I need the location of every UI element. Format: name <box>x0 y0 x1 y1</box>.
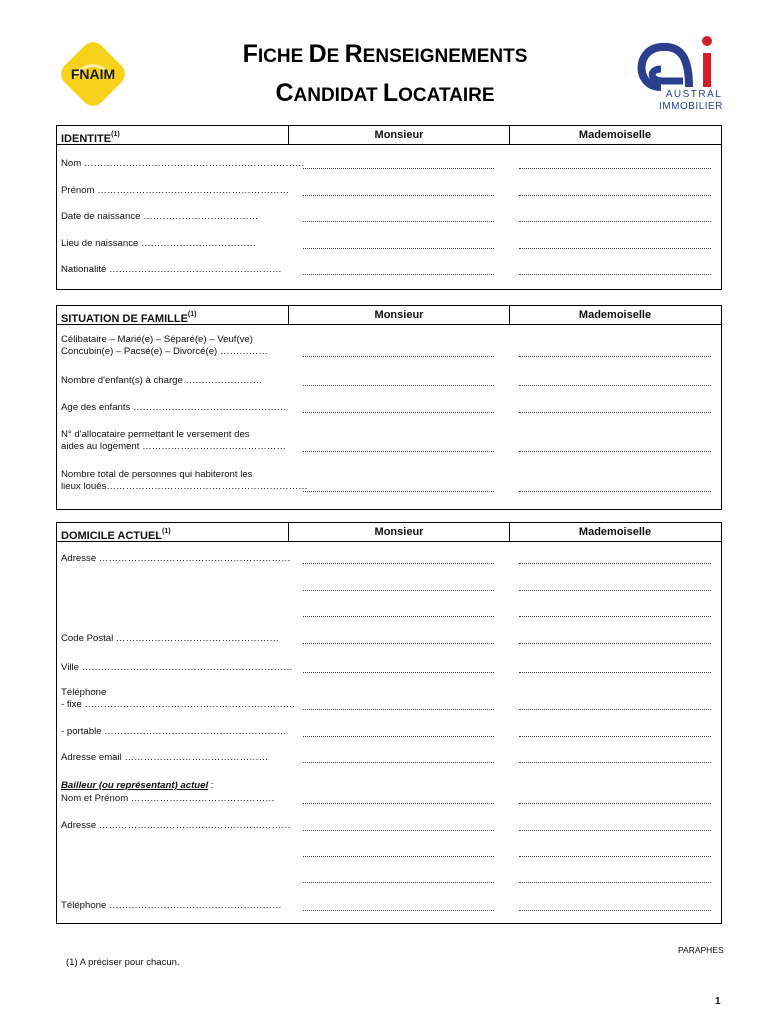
enfants-charge-mademoiselle-field[interactable] <box>519 385 711 386</box>
portable-monsieur-field[interactable] <box>303 736 494 737</box>
situation-header: SITUATION DE FAMILLE$^{(1)}$ Monsieur Mademoiselle <box>57 306 721 325</box>
label-age-enfants: Age des enfants ………………………………………… <box>61 402 287 413</box>
allocataire-monsieur-field[interactable] <box>303 451 494 452</box>
label-adresse-bailleur: Adresse …………………………………………………… <box>61 820 291 831</box>
domicile-col-mademoiselle: Mademoiselle <box>578 526 652 538</box>
identite-heading: IDENTITE <box>61 133 112 145</box>
identite-col-mademoiselle: Mademoiselle <box>578 129 652 141</box>
svg-text:AUSTRAL: AUSTRAL <box>665 89 723 100</box>
label-personnes-1: Nombre total de personnes qui habiteront les <box>61 469 253 480</box>
adresse-3-mademoiselle-field[interactable] <box>519 616 711 617</box>
adresse-1-monsieur-field[interactable] <box>303 563 494 564</box>
label-enfants-charge: Nombre d'enfant(s) à charge …………………… <box>61 375 263 386</box>
bailleur-telephone-mademoiselle-field[interactable] <box>519 910 711 911</box>
age-enfants-monsieur-field[interactable] <box>303 412 494 413</box>
label-adresse: Adresse …………………………………………………… <box>61 553 291 564</box>
page-number: 1 <box>715 996 721 1007</box>
bailleur-nom-mademoiselle-field[interactable] <box>519 803 711 804</box>
personnes-monsieur-field[interactable] <box>303 491 494 492</box>
code-postal-mademoiselle-field[interactable] <box>519 643 711 644</box>
label-prenom: Prénom …………………………………………………… <box>61 185 290 196</box>
label-allocataire-2: aides au logement ……………………………………… <box>61 441 286 452</box>
enfants-charge-monsieur-field[interactable] <box>303 385 494 386</box>
identite-section <box>56 125 722 290</box>
prenom-mademoiselle-field[interactable] <box>519 195 711 196</box>
bailleur-telephone-monsieur-field[interactable] <box>303 910 494 911</box>
label-portable: - portable ………………………………………………… <box>61 726 287 737</box>
bailleur-adresse-3-monsieur-field[interactable] <box>303 882 494 883</box>
personnes-mademoiselle-field[interactable] <box>519 491 711 492</box>
code-postal-monsieur-field[interactable] <box>303 643 494 644</box>
situation-col-monsieur: Monsieur <box>289 306 510 324</box>
label-etat-civil-1: Célibataire – Marié(e) – Séparé(e) – Veuf(ve) <box>61 334 253 345</box>
label-nationalite: Nationalité ……………………………………………… <box>61 264 282 275</box>
label-lieu-naissance: Lieu de naissance ……………………………… <box>61 238 257 249</box>
domicile-col-monsieur: Monsieur <box>289 523 510 541</box>
bailleur-adresse-3-mademoiselle-field[interactable] <box>519 882 711 883</box>
page-title-line-1: FICHE DE RENSEIGNEMENTS <box>242 40 528 68</box>
bailleur-adresse-1-mademoiselle-field[interactable] <box>519 830 711 831</box>
email-mademoiselle-field[interactable] <box>519 762 711 763</box>
domicile-heading: DOMICILE ACTUEL <box>61 530 163 542</box>
label-email: Adresse email ……………………………………… <box>61 752 269 763</box>
adresse-3-monsieur-field[interactable] <box>303 616 494 617</box>
situation-col-mademoiselle: Mademoiselle <box>578 309 652 321</box>
bailleur-adresse-2-monsieur-field[interactable] <box>303 856 494 857</box>
adresse-1-mademoiselle-field[interactable] <box>519 563 711 564</box>
svg-text:IMMOBILIER: IMMOBILIER <box>659 101 723 112</box>
bailleur-nom-monsieur-field[interactable] <box>303 803 494 804</box>
label-bailleur: Bailleur (ou représentant) actuel : <box>61 780 214 791</box>
date-naissance-monsieur-field[interactable] <box>303 221 494 222</box>
label-fixe: - fixe ………………………………………………………… <box>61 699 296 710</box>
adresse-2-mademoiselle-field[interactable] <box>519 590 711 591</box>
allocataire-mademoiselle-field[interactable] <box>519 451 711 452</box>
label-allocataire-1: N° d'allocataire permettant le versement des <box>61 429 250 440</box>
prenom-monsieur-field[interactable] <box>303 195 494 196</box>
label-etat-civil-2: Concubin(e) – Pacsé(e) – Divorcé(e) …………… <box>61 346 268 357</box>
adresse-2-monsieur-field[interactable] <box>303 590 494 591</box>
fixe-mademoiselle-field[interactable] <box>519 709 711 710</box>
label-telephone-bailleur: Téléphone ……………………………………………… <box>61 900 282 911</box>
ville-monsieur-field[interactable] <box>303 672 494 673</box>
ville-mademoiselle-field[interactable] <box>519 672 711 673</box>
fixe-monsieur-field[interactable] <box>303 709 494 710</box>
label-nom-prenom: Nom et Prénom ……………………………………… <box>61 793 275 804</box>
email-monsieur-field[interactable] <box>303 762 494 763</box>
fnaim-logo-text: FNAIM <box>70 66 116 82</box>
label-personnes-2: lieux loués……………………………………………………… <box>61 481 308 492</box>
bailleur-adresse-2-mademoiselle-field[interactable] <box>519 856 711 857</box>
paraphes-label: PARAPHES <box>678 945 724 955</box>
nationalite-mademoiselle-field[interactable] <box>519 274 711 275</box>
etat-civil-mademoiselle-field[interactable] <box>519 356 711 357</box>
date-naissance-mademoiselle-field[interactable] <box>519 221 711 222</box>
situation-section <box>56 305 722 510</box>
identite-col-monsieur: Monsieur <box>289 126 510 144</box>
bailleur-adresse-1-monsieur-field[interactable] <box>303 830 494 831</box>
lieu-naissance-mademoiselle-field[interactable] <box>519 248 711 249</box>
label-telephone: Téléphone <box>61 687 107 698</box>
nom-mademoiselle-field[interactable] <box>519 168 711 169</box>
nationalite-monsieur-field[interactable] <box>303 274 494 275</box>
label-code-postal: Code Postal …………………………………………… <box>61 633 280 644</box>
situation-heading: SITUATION DE FAMILLE <box>61 313 188 325</box>
label-ville: Ville ………………………………………………………… <box>61 662 293 673</box>
portable-mademoiselle-field[interactable] <box>519 736 711 737</box>
nom-monsieur-field[interactable] <box>303 168 494 169</box>
label-nom: Nom …………………………………………………………… <box>61 158 305 169</box>
lieu-naissance-monsieur-field[interactable] <box>303 248 494 249</box>
etat-civil-monsieur-field[interactable] <box>303 356 494 357</box>
age-enfants-mademoiselle-field[interactable] <box>519 412 711 413</box>
footnote: (1) A préciser pour chacun. <box>66 957 180 968</box>
identite-header: IDENTITE$^{(1)}$ Monsieur Mademoiselle <box>57 126 721 145</box>
domicile-header: DOMICILE ACTUEL$^{(1)}$ Monsieur Mademoiselle <box>57 523 721 542</box>
domicile-section <box>56 522 722 924</box>
label-date-naissance: Date de naissance ……………………………… <box>61 211 259 222</box>
page-title-line-2: CANDIDAT LOCATAIRE <box>275 79 495 107</box>
